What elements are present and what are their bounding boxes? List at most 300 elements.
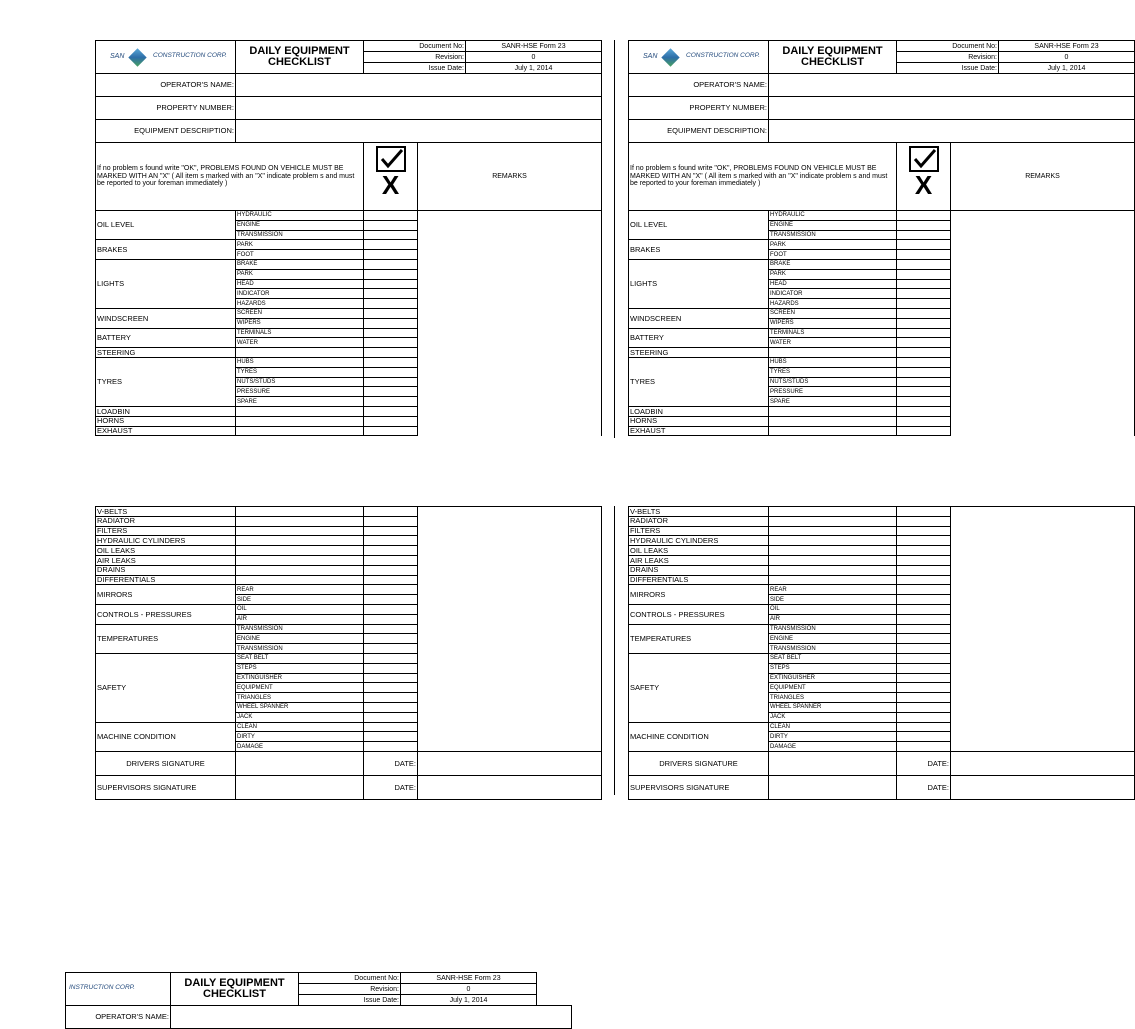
check-cell[interactable] [897,416,951,426]
check-cell[interactable] [364,230,418,240]
remarks-cell[interactable] [418,644,602,654]
check-cell[interactable] [364,732,418,742]
remarks-cell[interactable] [951,367,1135,377]
check-cell[interactable] [897,585,951,595]
check-cell[interactable] [364,348,418,358]
check-cell[interactable] [897,279,951,289]
remarks-cell[interactable] [418,387,602,397]
check-cell[interactable] [897,220,951,230]
remarks-cell[interactable] [418,683,602,693]
info-fields-table [95,73,602,143]
sub-item-label: ENGINE [769,634,897,644]
sub-item-label: ENGINE [236,634,364,644]
remarks-cell[interactable] [951,702,1135,712]
check-cell[interactable] [364,702,418,712]
remarks-cell[interactable] [951,712,1135,722]
sub-item-label [236,546,364,556]
check-cell[interactable] [897,250,951,260]
remarks-cell[interactable] [951,653,1135,663]
sub-item-label: TRIANGLES [236,693,364,703]
property-number-field[interactable] [236,97,602,120]
remarks-header: REMARKS [951,143,1135,211]
remarks-cell[interactable] [951,722,1135,732]
item-label: TYRES [629,357,769,406]
sub-item-label: AIR [769,614,897,624]
item-label: RADIATOR [629,516,769,526]
remarks-cell[interactable] [951,555,1135,565]
check-cell[interactable] [897,526,951,536]
check-cell[interactable] [897,357,951,367]
remarks-cell[interactable] [418,722,602,732]
supervisors-signature-field[interactable] [236,775,364,799]
remarks-header: REMARKS [418,143,602,211]
check-cell[interactable] [364,644,418,654]
logo-corp-text-copy: INSTRUCTION CORP. [69,984,135,991]
remarks-cell[interactable] [418,308,602,318]
item-label: DIFFERENTIALS [629,575,769,585]
remarks-cell[interactable] [951,624,1135,634]
check-cell[interactable] [897,653,951,663]
check-cell[interactable] [897,426,951,436]
remarks-cell[interactable] [951,416,1135,426]
remarks-cell[interactable] [951,536,1135,546]
checklist-section-1 [628,210,1135,436]
sub-item-label: OIL [236,604,364,614]
check-cell[interactable] [364,604,418,614]
check-cell[interactable] [364,722,418,732]
item-label: EXHAUST [96,426,236,436]
driver-date-field[interactable] [418,751,602,775]
sub-item-label: HEAD [236,279,364,289]
remarks-cell[interactable] [418,712,602,722]
check-cell[interactable] [897,722,951,732]
item-label: V-BELTS [96,507,236,517]
item-label: MIRRORS [629,585,769,605]
remarks-cell[interactable] [418,318,602,328]
logo-diamond-icon [661,48,679,66]
item-label: LOADBIN [96,406,236,416]
revision-label-copy: Revision: [299,984,401,995]
checklist-page-top [95,40,601,436]
equipment-description-label: EQUIPMENT DESCRIPTION: [96,120,236,143]
sub-item-label [236,348,364,358]
remarks-cell[interactable] [951,328,1135,338]
sub-item-label: TRANSMISSION [236,230,364,240]
item-label: FILTERS [96,526,236,536]
remarks-cell[interactable] [951,269,1135,279]
remarks-cell[interactable] [951,338,1135,348]
remarks-cell[interactable] [951,585,1135,595]
check-cell[interactable] [364,546,418,556]
company-logo [96,41,236,74]
sub-item-label: BRAKE [236,259,364,269]
equipment-description-label: EQUIPMENT DESCRIPTION: [629,120,769,143]
check-cell[interactable] [364,507,418,517]
header-table [628,40,1135,74]
remarks-cell[interactable] [418,555,602,565]
remarks-cell[interactable] [951,644,1135,654]
remarks-cell[interactable] [951,507,1135,517]
sub-item-label: HAZARDS [769,299,897,309]
check-cell[interactable] [364,259,418,269]
sub-item-label [769,536,897,546]
remarks-cell[interactable] [951,211,1135,221]
remarks-cell[interactable] [951,526,1135,536]
remarks-cell[interactable] [951,387,1135,397]
sub-item-label: CLEAN [236,722,364,732]
remarks-cell[interactable] [418,211,602,221]
item-label: LOADBIN [629,406,769,416]
remarks-cell[interactable] [951,318,1135,328]
sub-item-label: HUBS [236,357,364,367]
remarks-cell[interactable] [951,299,1135,309]
doc-no-value: SANR-HSE Form 23 [466,41,602,52]
check-cell[interactable] [897,289,951,299]
sub-item-label: HUBS [769,357,897,367]
sub-item-label: EQUIPMENT [236,683,364,693]
item-label: TEMPERATURES [96,624,236,653]
remarks-cell[interactable] [418,604,602,614]
sub-item-label: TERMINALS [769,328,897,338]
item-label: AIR LEAKS [629,555,769,565]
checklist-section-2 [95,506,602,752]
remarks-cell[interactable] [418,269,602,279]
remarks-cell[interactable] [418,377,602,387]
check-cell[interactable] [897,536,951,546]
remarks-cell[interactable] [418,289,602,299]
item-label: BATTERY [629,328,769,348]
check-cell[interactable] [364,240,418,250]
supervisors-signature-field[interactable] [769,775,897,799]
mark-legend [364,143,418,211]
check-cell[interactable] [897,338,951,348]
check-cell[interactable] [364,634,418,644]
sub-item-label: BRAKE [769,259,897,269]
check-cell[interactable] [364,575,418,585]
remarks-cell[interactable] [418,516,602,526]
check-cell[interactable] [897,406,951,416]
check-cell[interactable] [364,683,418,693]
remarks-cell[interactable] [418,546,602,556]
sub-item-label: STEPS [769,663,897,673]
item-label: EXHAUST [629,426,769,436]
item-label: DRAINS [629,565,769,575]
checklist-section-1 [95,210,602,436]
check-cell[interactable] [897,663,951,673]
remarks-cell[interactable] [951,240,1135,250]
mark-legend [897,143,951,211]
item-label: MIRRORS [96,585,236,605]
remarks-cell[interactable] [418,732,602,742]
remarks-cell[interactable] [418,673,602,683]
remarks-cell[interactable] [951,565,1135,575]
check-cell[interactable] [364,426,418,436]
drivers-signature-field[interactable] [236,751,364,775]
check-cell[interactable] [897,516,951,526]
remarks-cell[interactable] [418,653,602,663]
check-cell[interactable] [364,653,418,663]
remarks-cell[interactable] [951,575,1135,585]
remarks-cell[interactable] [418,348,602,358]
check-cell[interactable] [897,693,951,703]
remarks-cell[interactable] [418,702,602,712]
remarks-cell[interactable] [418,259,602,269]
remarks-cell[interactable] [418,634,602,644]
remarks-cell[interactable] [951,230,1135,240]
sub-item-label: WHEEL SPANNER [236,702,364,712]
revision-value: 0 [466,52,602,63]
remarks-cell[interactable] [418,614,602,624]
item-label: OIL LEVEL [96,211,236,240]
checklist-page-bottom [95,506,601,800]
check-cell[interactable] [897,712,951,722]
check-cell[interactable] [897,377,951,387]
logo-san-text: SAN [110,53,125,60]
check-cell[interactable] [897,644,951,654]
check-cell[interactable] [897,211,951,221]
check-cell[interactable] [897,348,951,358]
remarks-cell[interactable] [951,673,1135,683]
check-cell[interactable] [364,565,418,575]
check-cell[interactable] [897,702,951,712]
remarks-cell[interactable] [951,308,1135,318]
remarks-cell[interactable] [418,507,602,517]
remarks-cell[interactable] [951,348,1135,358]
check-cell[interactable] [897,595,951,605]
operator-name-label: OPERATOR'S NAME: [96,74,236,97]
remarks-cell[interactable] [418,230,602,240]
sub-item-label: TRANSMISSION [769,624,897,634]
check-cell[interactable] [364,663,418,673]
check-cell[interactable] [897,565,951,575]
check-cell[interactable] [364,357,418,367]
remarks-cell[interactable] [418,426,602,436]
property-number-field[interactable] [769,97,1135,120]
check-cell[interactable] [897,604,951,614]
item-label: HORNS [629,416,769,426]
check-cell[interactable] [364,416,418,426]
remarks-cell[interactable] [418,406,602,416]
check-cell[interactable] [897,328,951,338]
check-cell[interactable] [897,673,951,683]
remarks-cell[interactable] [951,220,1135,230]
check-cell[interactable] [364,693,418,703]
remarks-cell[interactable] [951,357,1135,367]
check-cell[interactable] [364,250,418,260]
check-cell[interactable] [364,624,418,634]
sub-item-label [769,348,897,358]
check-cell[interactable] [897,367,951,377]
check-cell[interactable] [897,259,951,269]
supervisors-signature-label: SUPERVISORS SIGNATURE [629,775,769,799]
sub-item-label: REAR [236,585,364,595]
remarks-cell[interactable] [951,279,1135,289]
check-cell[interactable] [897,555,951,565]
drivers-signature-label: DRIVERS SIGNATURE [629,751,769,775]
instruction-header-table [95,142,602,211]
check-cell[interactable] [897,575,951,585]
sub-item-label [236,565,364,575]
check-cell[interactable] [897,683,951,693]
check-cell[interactable] [897,230,951,240]
sub-item-label: FOOT [769,250,897,260]
remarks-cell[interactable] [418,299,602,309]
check-cell[interactable] [364,328,418,338]
check-cell[interactable] [364,585,418,595]
remarks-cell[interactable] [418,279,602,289]
remarks-cell[interactable] [418,536,602,546]
operator-name-field[interactable] [769,74,1135,97]
sub-item-label [236,416,364,426]
check-cell[interactable] [897,240,951,250]
sub-item-label: CLEAN [769,722,897,732]
issue-date-value: July 1, 2014 [466,63,602,74]
check-cell[interactable] [364,526,418,536]
sub-item-label [236,426,364,436]
check-cell[interactable] [364,279,418,289]
remarks-cell[interactable] [418,250,602,260]
sub-item-label [236,526,364,536]
remarks-cell[interactable] [951,259,1135,269]
sub-item-label: PRESSURE [769,387,897,397]
supervisor-date-field[interactable] [418,775,602,799]
equipment-description-field[interactable] [236,120,602,143]
supervisor-date-field[interactable] [951,775,1135,799]
check-cell[interactable] [897,318,951,328]
check-cell[interactable] [897,614,951,624]
remarks-cell[interactable] [418,416,602,426]
remarks-cell[interactable] [951,546,1135,556]
sub-item-label: REAR [769,585,897,595]
remarks-cell[interactable] [951,634,1135,644]
remarks-cell[interactable] [418,338,602,348]
check-cell[interactable] [364,673,418,683]
sub-item-label: EXTINGUISHER [236,673,364,683]
x-mark-icon: X [381,170,400,200]
remarks-cell[interactable] [951,614,1135,624]
driver-date-field[interactable] [951,751,1135,775]
check-cell[interactable] [897,634,951,644]
sub-item-label: PARK [236,269,364,279]
remarks-cell[interactable] [951,289,1135,299]
operator-name-field-copy[interactable] [171,1006,572,1029]
sub-item-label: TRIANGLES [769,693,897,703]
sub-item-label [236,536,364,546]
check-cell[interactable] [364,712,418,722]
remarks-cell[interactable] [418,595,602,605]
check-cell[interactable] [364,614,418,624]
remarks-cell[interactable] [951,426,1135,436]
remarks-cell[interactable] [418,397,602,407]
remarks-cell[interactable] [951,663,1135,673]
sub-item-label: WATER [236,338,364,348]
issue-date-label: Issue Date: [897,63,999,74]
remarks-cell[interactable] [418,357,602,367]
drivers-signature-field[interactable] [769,751,897,775]
remarks-cell[interactable] [418,328,602,338]
check-cell[interactable] [364,269,418,279]
remarks-cell[interactable] [418,367,602,377]
revision-value: 0 [999,52,1135,63]
check-cell[interactable] [897,546,951,556]
remarks-cell[interactable] [418,240,602,250]
remarks-cell[interactable] [951,604,1135,614]
sub-item-label: SPARE [236,397,364,407]
remarks-cell[interactable] [951,516,1135,526]
check-cell[interactable] [364,220,418,230]
check-cell[interactable] [364,516,418,526]
check-cell[interactable] [897,269,951,279]
logo-san-text: SAN [643,53,658,60]
form-title: DAILY EQUIPMENT CHECKLIST [236,41,364,74]
operator-name-field[interactable] [236,74,602,97]
remarks-cell[interactable] [418,693,602,703]
check-cell[interactable] [364,555,418,565]
remarks-cell[interactable] [418,575,602,585]
remarks-cell[interactable] [418,565,602,575]
remarks-cell[interactable] [951,693,1135,703]
check-cell[interactable] [897,732,951,742]
remarks-cell[interactable] [951,397,1135,407]
remarks-cell[interactable] [951,595,1135,605]
item-label: BRAKES [96,240,236,260]
checkmark-icon [909,146,939,172]
check-cell[interactable] [364,338,418,348]
check-cell[interactable] [897,397,951,407]
check-cell[interactable] [364,406,418,416]
check-cell[interactable] [897,624,951,634]
check-cell[interactable] [897,507,951,517]
remarks-cell[interactable] [418,526,602,536]
check-cell[interactable] [364,211,418,221]
remarks-cell[interactable] [418,585,602,595]
check-cell[interactable] [364,377,418,387]
check-cell[interactable] [364,318,418,328]
check-cell[interactable] [897,299,951,309]
revision-label: Revision: [364,52,466,63]
remarks-cell[interactable] [951,377,1135,387]
sub-item-label [236,575,364,585]
equipment-description-field[interactable] [769,120,1135,143]
check-cell[interactable] [897,308,951,318]
sub-item-label [769,416,897,426]
check-cell[interactable] [364,397,418,407]
remarks-cell[interactable] [951,406,1135,416]
remarks-cell[interactable] [418,663,602,673]
remarks-cell[interactable] [418,624,602,634]
remarks-cell[interactable] [951,250,1135,260]
sub-item-label: SCREEN [236,308,364,318]
sub-item-label: FOOT [236,250,364,260]
check-cell[interactable] [364,299,418,309]
remarks-cell[interactable] [951,683,1135,693]
check-cell[interactable] [364,536,418,546]
item-label: HORNS [96,416,236,426]
check-cell[interactable] [364,289,418,299]
check-cell[interactable] [897,387,951,397]
property-number-label: PROPERTY NUMBER: [96,97,236,120]
item-label: CONTROLS - PRESSURES [629,604,769,624]
check-cell[interactable] [364,308,418,318]
remarks-cell[interactable] [951,732,1135,742]
right-copy-left-border-top [614,40,615,438]
remarks-cell[interactable] [418,220,602,230]
header-table [95,40,602,74]
check-cell[interactable] [364,595,418,605]
check-cell[interactable] [364,367,418,377]
sub-item-label: EXTINGUISHER [769,673,897,683]
check-cell[interactable] [364,387,418,397]
